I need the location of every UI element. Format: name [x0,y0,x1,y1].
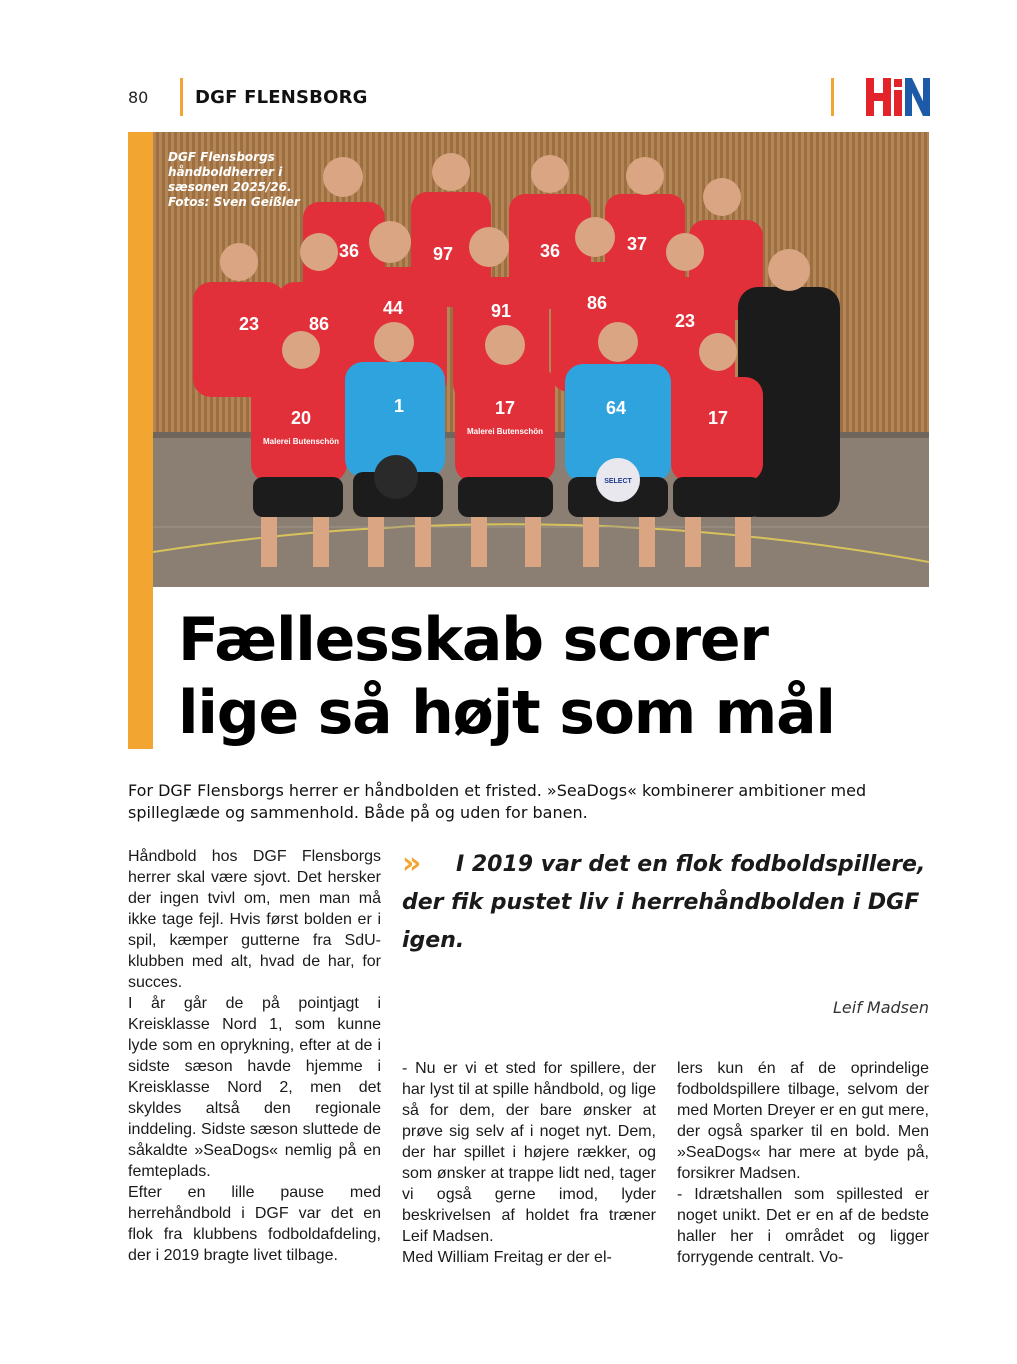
paragraph: I år går de på pointjagt i Kreisklasse Nord 1, som kunne lyde som en oprykning, efter at de i sidste sæson havde hjemme i Kreisklasse Nord 2, men det skyldes altså den regionale inddeling. Sidste sæson sluttede de såkaldte »SeaDogs« nemlig på en femteplads. [128,995,381,1180]
sponsor-print: Malerei Butenschön [262,437,340,446]
section-title: DGF FLENSBORG [195,87,368,108]
jersey-number: 64 [605,398,627,418]
jersey-number: 91 [490,301,512,321]
article-column-2 [402,1058,656,1268]
paragraph: - Nu er vi et sted for spillere, der har lyst til at spille håndbold, og lige så for dem, der bare ønsker at prøve sig selv af i noget nyt. Dem, der har spillet i højere rækker, og som ønsker at trappe lidt ned, tager vi også gerne imod, lyder beskrivelsen af holdet fra træner Leif Madsen. [402,1060,656,1245]
jersey-number: 86 [586,293,608,313]
logo-divider [831,78,834,116]
quote-mark-icon: » [402,846,416,881]
jersey-number: 1 [393,396,405,416]
jersey-number: 44 [382,298,404,318]
jersey-number: 97 [432,244,454,264]
sponsor-print: Malerei Butenschön [466,427,544,436]
jersey-number: 36 [338,241,360,261]
paragraph: Med William Freitag er der el- [402,1249,612,1266]
jersey-number: 86 [308,314,330,334]
jersey-number: 20 [290,408,312,428]
headline-line: lige så højt som mål [178,678,835,748]
hin-logo [866,78,930,116]
article-column-3 [677,1058,929,1268]
paragraph: Håndbold hos DGF Flensborgs herrer skal være sjovt. Det hersker der ingen tvivl om, men man må ikke tage fejl. Hvis først bolden er i spil, kæmper gutterne fra SdU-klubben med alt, hvad de har, for succes. [128,848,381,991]
photo-caption: DGF Flensborgs håndboldherrer i sæsonen 2025/26. Fotos: Sven Geißler [168,150,300,209]
jersey-number: 36 [539,241,561,261]
pull-quote: I 2019 var det en flok fodboldspillere, der fik pustet liv i herrehåndbolden i DGF igen. [402,852,926,953]
jersey-number: 23 [238,314,260,334]
jersey-number: 23 [674,311,696,331]
page-number: 80 [128,88,149,107]
paragraph: - Idrætshallen som spillested er noget unikt. Det er en af de bedste haller her i området og ligger forrygende centralt. Vo- [677,1186,929,1266]
quote-byline: Leif Madsen [832,998,929,1017]
paragraph: lers kun én af de oprindelige fodboldspillere tilbage, selvom der med Morten Dreyer er en gut mere, der også sparker til en bold. Men »SeaDogs« har mere at byde på, forsikrer Madsen. [677,1060,929,1182]
headline-line: Fællesskab scorer [178,605,768,675]
article-column-1 [128,846,381,1266]
accent-bar [128,132,153,749]
jersey-number: 17 [494,398,516,418]
headline [178,604,938,750]
jersey-number: 37 [626,234,648,254]
ball-print: SELECT [604,478,632,485]
lead-paragraph: For DGF Flensborgs herrer er håndbolden et fristed. »SeaDogs« kombinerer ambitioner med spilleglæde og sammenhold. Både på og uden for banen. [128,781,867,822]
header-divider [180,78,183,116]
jersey-number: 17 [707,408,729,428]
paragraph: Efter en lille pause med herrehåndbold i DGF var det en flok fra klubbens fodboldafdeling, der i 2019 bragte livet tilbage. [128,1184,381,1264]
